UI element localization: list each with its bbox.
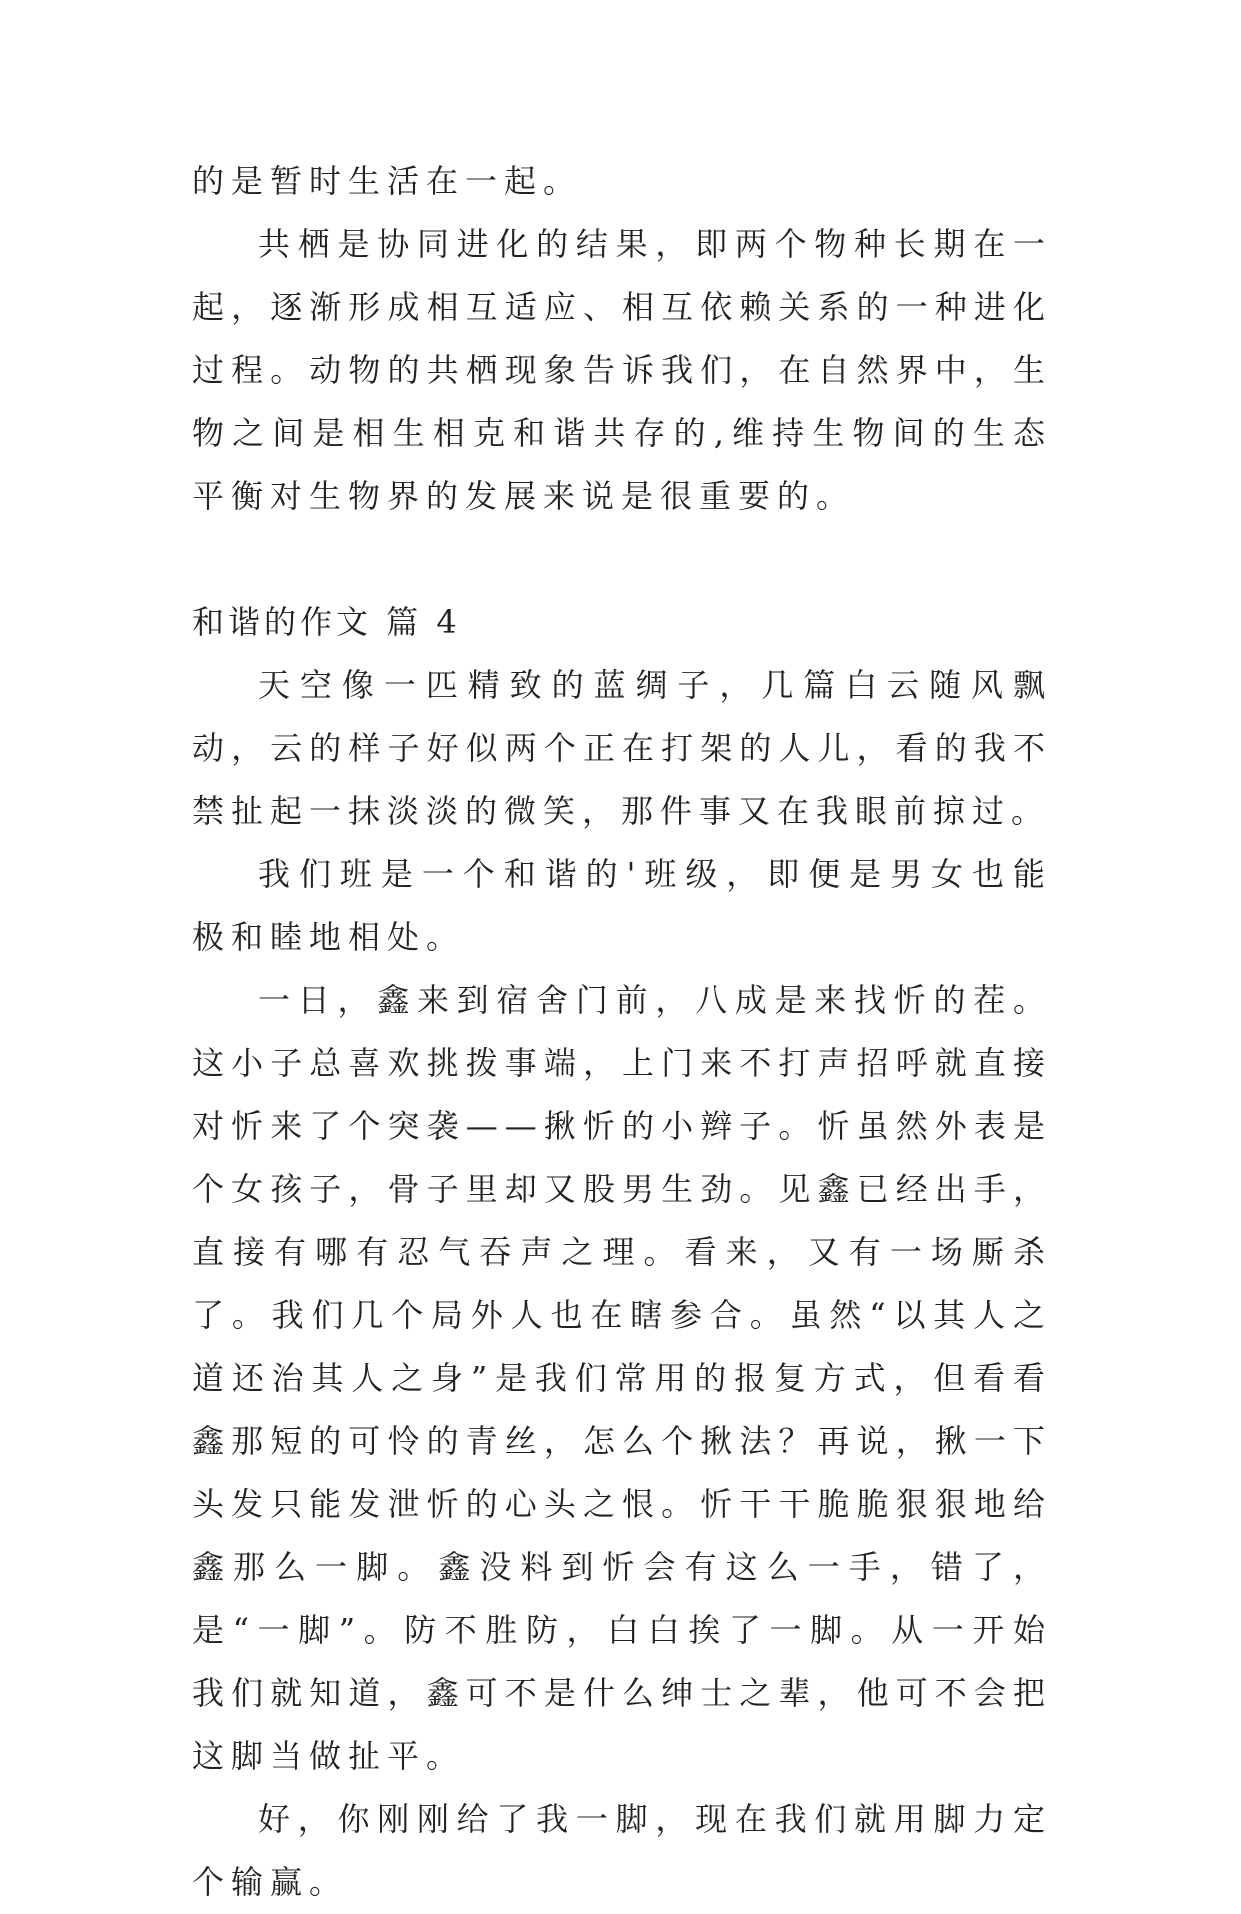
- body-paragraph: 一日，鑫来到宿舍门前，八成是来找忻的茬。这小子总喜欢挑拨事端，上门来不打声招呼就直接对忻来了个突袭——揪忻的小辫子。忻虽然外表是个女孩子，骨子里却又股男生劲。见鑫已经出手，直接有哪有忍气吞声之理。看来，又有一场厮杀了。我们几个局外人也在瞎参合。虽然“以其人之道还治其人之身”是我们常用的报复方式，但看看鑫那短的可怜的青丝，怎么个揪法？再说，揪一下头发只能发泄忻的心头之恨。忻干干脆脆狠狠地给鑫那么一脚。鑫没料到忻会有这么一手，错了，是“一脚”。防不胜防，白白挨了一脚。从一开始我们就知道，鑫可不是什么绅士之辈，他可不会把这脚当做扯平。: [192, 981, 1052, 1775]
- body-paragraph: 共栖是协同进化的结果，即两个物种长期在一起，逐渐形成相互适应、相互依赖关系的一种进化过程。动物的共栖现象告诉我们，在自然界中，生物之间是相生相克和谐共存的,维持生物间的生态平衡对生物界的发展来说是很重要的。: [192, 225, 1052, 515]
- section-heading: 和谐的作文 篇 4: [192, 603, 461, 641]
- continued-paragraph: 的是暂时生活在一起。: [192, 162, 583, 200]
- document-body: [192, 150, 1052, 1914]
- body-paragraph: 好，你刚刚给了我一脚，现在我们就用脚力定个输赢。: [192, 1800, 1052, 1901]
- section-spacer: [192, 528, 1052, 591]
- body-paragraph: 天空像一匹精致的蓝绸子，几篇白云随风飘动，云的样子好似两个正在打架的人儿，看的我不禁扯起一抹淡淡的微笑，那件事又在我眼前掠过。: [192, 666, 1052, 830]
- body-paragraph: 我们班是一个和谐的'班级，即便是男女也能极和睦地相处。: [192, 855, 1052, 956]
